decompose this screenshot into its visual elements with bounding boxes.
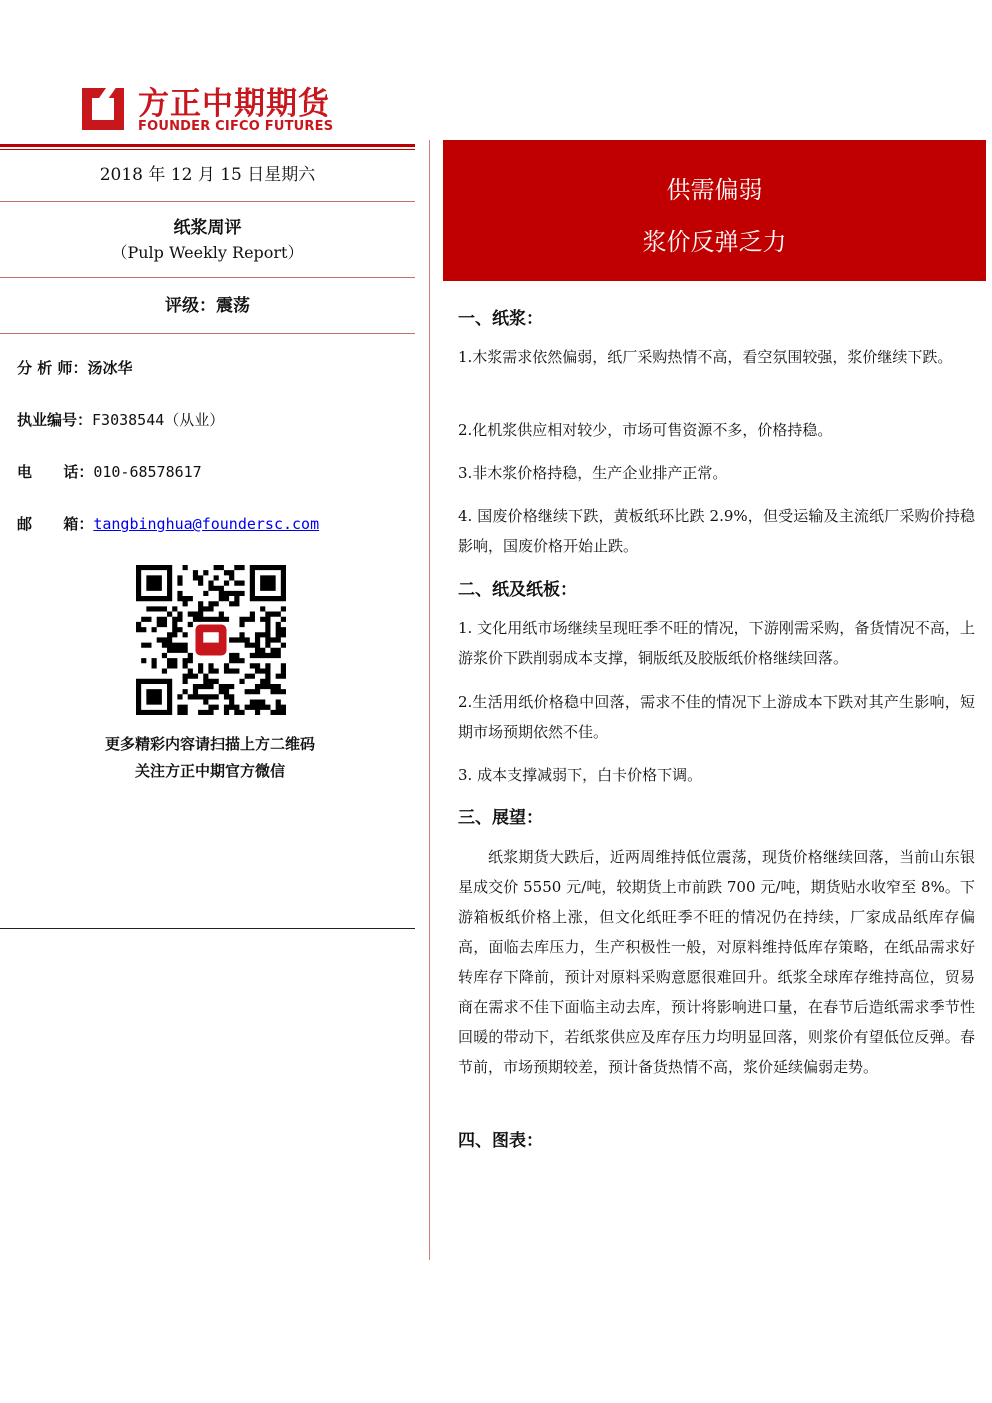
analyst-phone (17, 461, 202, 482)
divider (0, 201, 415, 202)
analyst-name (17, 357, 132, 378)
brand-name-cn: 方正中期期货 (138, 86, 330, 122)
report-title-cn: 纸浆周评 (173, 218, 242, 238)
divider (0, 277, 415, 278)
headline-line-1: 供需偏弱 (666, 176, 763, 204)
paper-point-3: 3. 成本支撑减弱下，白卡价格下调。 (458, 766, 703, 784)
analyst-email-label: 邮 箱： (17, 515, 94, 533)
outlook-paragraph: 纸浆期货大跌后，近两周维持低位震荡，现货价格继续回落，当前山东银星成交价 5550 元/吨，较期货上市前跌 700 元/吨，期货贴水收窄至 8%。下游箱板纸价格上涨，但文化纸旺季不旺的情况仍在持续，厂家成品纸库存偏高，面临去库压力，生产积极性一般，对原料维持低库存策略，在纸品需求好转库存下降前，预计对原料采购意愿很难回升。纸浆全球库存维持高位，贸易商在需求不佳下面临主动去库，预计将影响进口量，在春节后造纸需求季节性回暖的带动下，若纸浆供应及库存压力均明显回落，则浆价有望低位反弹。春节前，市场预期较差，预计备货热情不高，浆价延续偏弱走势。 (458, 848, 975, 1076)
section-title-pulp: 一、纸浆： (458, 309, 543, 329)
analyst-name-label: 分 析 师： (17, 359, 88, 377)
paper-point-1: 1. 文化用纸市场继续呈现旺季不旺的情况，下游刚需采购，备货情况不高，上游浆价下跌削弱成本支撑，铜版纸及胶版纸价格继续回落。 (458, 619, 975, 667)
headline-banner (443, 140, 986, 281)
qr-caption-1: 更多精彩内容请扫描上方二维码 (104, 735, 315, 753)
analyst-license-label: 执业编号： (17, 411, 93, 429)
analyst-name-value: 汤冰华 (87, 359, 133, 377)
headline-line-2: 浆价反弹乏力 (642, 228, 787, 256)
divider (0, 333, 415, 334)
pulp-point-2: 2.化机浆供应相对较少，市场可售资源不多，价格持稳。 (458, 421, 833, 439)
pulp-point-3: 3.非木浆价格持稳，生产企业排产正常。 (458, 464, 728, 482)
report-title-en: （Pulp Weekly Report） (111, 243, 304, 262)
column-divider (429, 140, 430, 1260)
qr-code-icon (136, 565, 286, 715)
header-rule (0, 144, 415, 147)
analyst-email-link[interactable]: tangbinghua@foundersc.com (93, 515, 320, 533)
analyst-phone-value: 010-68578617 (93, 463, 202, 481)
paper-point-2: 2.生活用纸价格稳中回落，需求不佳的情况下上游成本下跌对其产生影响，短期市场预期依然不佳。 (458, 693, 975, 741)
report-date: 2018 年 12 月 15 日星期六 (99, 165, 316, 185)
brand-name-en: FOUNDER CIFCO FUTURES (138, 119, 334, 134)
analyst-license (17, 409, 224, 430)
brand-logo (78, 78, 358, 136)
pulp-point-4: 4. 国废价格继续下跌，黄板纸环比跌 2.9%，但受运输及主流纸厂采购价持稳影响，国废价格开始止跌。 (458, 507, 975, 555)
header-rule-thin (0, 149, 415, 150)
pulp-point-1: 1.木浆需求依然偏弱，纸厂采购热情不高，看空氛围较强，浆价继续下跌。 (458, 348, 953, 366)
analyst-license-value: F3038544（从业） (92, 411, 225, 429)
analyst-phone-label: 电 话： (17, 463, 94, 481)
section-title-outlook: 三、展望： (458, 808, 543, 828)
left-footer-rule (0, 928, 415, 929)
rating: 评级：震荡 (165, 296, 250, 316)
qr-caption-2: 关注方正中期官方微信 (134, 762, 285, 780)
section-title-paper: 二、纸及纸板： (458, 580, 577, 600)
founder-logo-icon (78, 84, 128, 134)
analyst-email (17, 513, 319, 534)
section-title-charts: 四、图表： (458, 1131, 543, 1151)
